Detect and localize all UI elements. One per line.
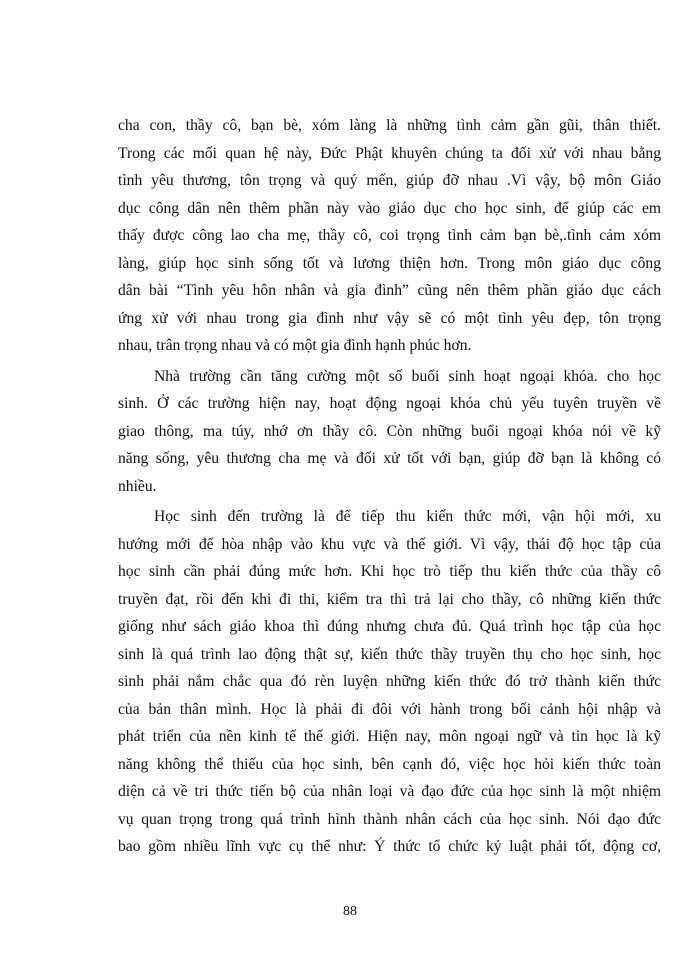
text-line: phát triển của nền kinh tế thế giới. Hiện nay, môn ngoại ngữ và tin học là kỹ [118,728,661,745]
paragraph [118,112,661,360]
text-line: Nhà trường cần tăng cường một số buổi sinh hoạt ngoại khóa. cho học [154,367,661,385]
text-line: truyền đạt, rồi đến khi đi thi, kiểm tra thì trả lại cho thầy, cô những kiến thức [118,590,661,608]
text-line: sinh. Ở các trường hiện nay, hoạt động ngoại khóa chủ yếu tuyên truyền về [118,395,661,412]
text-line: nhiều. [118,477,157,495]
text-line: dục công dân nên thêm phần này vào giáo dục cho học sinh, để giúp các em [118,199,661,217]
text-line: nhau, trân trọng nhau và có một gia đình hạnh phúc hơn. [118,337,472,354]
text-line: giống như sách giáo khoa thì đúng nhưng chưa đủ. Quá trình học tập của học [118,618,661,635]
text-line: Học sinh đến trường là để tiếp thu kiến thức mới, vận hội mới, xu [154,508,661,525]
paragraph [118,363,661,501]
body-text [118,112,661,864]
text-line: cha con, thầy cô, bạn bè, xóm làng là những tình cảm gần gũi, thân thiết. [118,117,661,134]
text-line: giao thông, ma túy, nhớ ơn thầy cô. Còn những buổi ngoại khóa nói về kỹ [118,422,661,440]
text-line: bao gồm nhiều lĩnh vực cụ thể như: Ý thức tổ chức kỷ luật phải tốt, động cơ, [118,838,661,855]
text-line: sinh phải nắm chắc qua đó rèn luyện những kiến thức đó trở thành kiến thức [118,673,661,690]
text-line: hướng mới để hòa nhập vào khu vực và thế giới. Vì vậy, thái độ học tập của [118,535,661,553]
paragraph [118,503,661,861]
text-line: tình yêu thương, tôn trọng và quý mến, giúp đỡ nhau .Vì vậy, bộ môn Giáo [118,172,661,189]
page-number: 88 [343,904,357,919]
text-line: của bản thân mình. Học là phải đi đôi với hành trong bối cảnh hội nhập và [118,700,661,718]
text-line: sinh là quá trình lao động thật sự, kiến thức thầy truyền thụ cho học sinh, học [118,645,661,663]
text-line: học sinh cần phải đúng mức hơn. Khi học trò tiếp thu kiến thức của thầy cô [118,563,661,580]
text-line: vụ quan trọng trong quá trình hình thành nhân cách của học sinh. Nói đạo đức [118,810,661,828]
text-line: năng không thể thiếu của học sinh, bên cạnh đó, việc học hỏi kiến thức toàn [118,755,661,773]
text-line: ứng xử với nhau trong gia đình như vậy sẽ có một tình yêu đẹp, tôn trọng [118,309,661,327]
text-line: thấy được công lao cha mẹ, thầy cô, coi trọng tình cảm bạn bè,.tình cảm xóm [118,227,661,244]
text-line: năng sống, yêu thương cha mẹ và đối xử tốt với bạn, giúp đỡ bạn là không có [118,450,661,467]
text-line: dân bài “Tình yêu hôn nhân và gia đình” cũng nên thêm phần giáo dục cách [118,282,661,299]
text-line: diện cả về tri thức tiến bộ của nhân loại và đạo đức của học sinh là một nhiệm [118,783,661,800]
text-line: làng, giúp học sinh sống tốt và lương thiện hơn. Trong môn giáo dục công [118,254,661,272]
text-line: Trong các mối quan hệ này, Đức Phật khuyên chúng ta đối xử với nhau bằng [118,144,661,162]
